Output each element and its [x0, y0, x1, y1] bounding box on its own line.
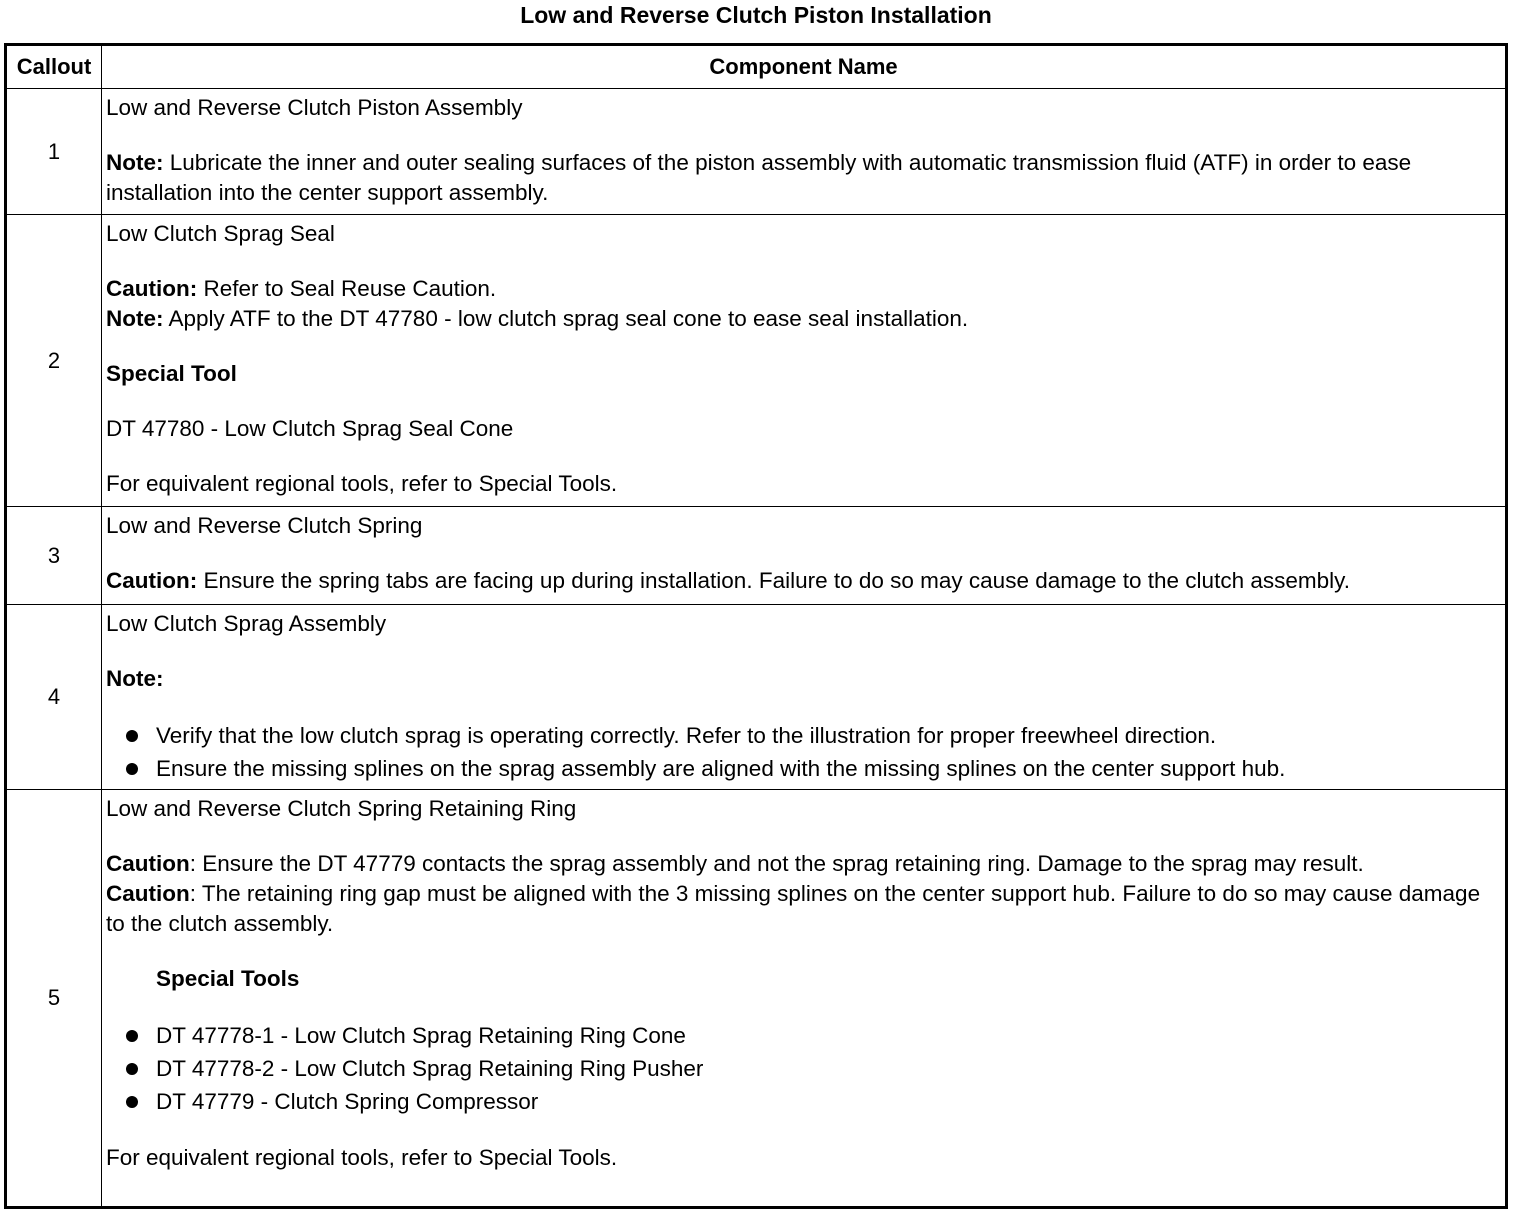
note-label: Note: [106, 666, 164, 691]
component-name: Low and Reverse Clutch Piston Assembly [106, 95, 523, 120]
caution-body: : Ensure the DT 47779 contacts the sprag assembly and not the sprag retaining ring. Damage to the sprag may result. [189, 851, 1364, 876]
list-item [126, 1019, 1499, 1052]
component-cell [102, 507, 1507, 605]
caution-body: : The retaining ring gap must be aligned with the 3 missing splines on the center support hub. Failure to do so may cause damage to the clutch assembly. [106, 881, 1481, 936]
caution-label: Caution: [106, 568, 198, 593]
callout-number: 3 [6, 507, 102, 605]
note-body: Lubricate the inner and outer sealing surfaces of the piston assembly with automatic transmission fluid (ATF) in order to ease installation into the center support assembly. [106, 150, 1412, 205]
caution-body: Refer to Seal Reuse Caution. [197, 276, 497, 301]
special-tool-heading [106, 359, 1499, 389]
component-name: Low Clutch Sprag Seal [106, 221, 335, 246]
table-row [6, 89, 1507, 215]
caution-label: Caution [106, 851, 190, 876]
special-tool-heading-text: Special Tool [106, 361, 237, 386]
callout-number: 2 [6, 215, 102, 507]
list-item [126, 1052, 1499, 1085]
caution-label: Caution: [106, 276, 198, 301]
component-header: Component Name [102, 45, 1507, 89]
caution-text [106, 849, 1499, 879]
special-tool-item: DT 47780 - Low Clutch Sprag Seal Cone [106, 416, 514, 441]
special-tools-heading [106, 964, 1499, 994]
caution-label: Caution [106, 881, 190, 906]
note-bullet-list [106, 719, 1499, 785]
list-item-text: DT 47778-2 - Low Clutch Sprag Retaining Ring Pusher [156, 1056, 704, 1081]
bullet-icon [126, 1063, 138, 1075]
table-header-row [6, 45, 1507, 89]
list-item-text: Verify that the low clutch sprag is operating correctly. Refer to the illustration for proper freewheel direction. [156, 723, 1217, 748]
page-title: Low and Reverse Clutch Piston Installation [520, 2, 992, 28]
caution-text [106, 274, 1499, 304]
list-item-text: DT 47779 - Clutch Spring Compressor [156, 1089, 539, 1114]
regional-tools-note: For equivalent regional tools, refer to Special Tools. [106, 1145, 618, 1170]
caution-text [106, 879, 1499, 939]
callout-number: 1 [6, 89, 102, 215]
special-tools-list [106, 1019, 1499, 1118]
callout-number: 4 [6, 605, 102, 790]
component-name: Low and Reverse Clutch Spring [106, 513, 423, 538]
note-text [106, 148, 1499, 208]
components-table [4, 43, 1508, 1209]
special-tools-heading-text: Special Tools [156, 966, 300, 991]
callout-number: 5 [6, 790, 102, 1208]
component-name: Low and Reverse Clutch Spring Retaining Ring [106, 796, 577, 821]
caution-body: Ensure the spring tabs are facing up during installation. Failure to do so may cause damage to the clutch assembly. [197, 568, 1350, 593]
bullet-icon [126, 1030, 138, 1042]
bullet-icon [126, 730, 138, 742]
note-heading [106, 664, 1499, 694]
note-label: Note: [106, 306, 164, 331]
caution-text [106, 566, 1499, 596]
component-cell [102, 605, 1507, 790]
bullet-icon [126, 1096, 138, 1108]
note-body: Apply ATF to the DT 47780 - low clutch sprag seal cone to ease seal installation. [163, 306, 969, 331]
table-row [6, 507, 1507, 605]
list-item-text: Ensure the missing splines on the sprag assembly are aligned with the missing splines on the center support hub. [156, 756, 1286, 781]
component-cell [102, 89, 1507, 215]
component-cell [102, 215, 1507, 507]
component-cell [102, 790, 1507, 1208]
table-row [6, 605, 1507, 790]
regional-tools-note: For equivalent regional tools, refer to Special Tools. [106, 471, 618, 496]
table-row [6, 215, 1507, 507]
list-item [126, 1085, 1499, 1118]
note-label: Note: [106, 150, 164, 175]
list-item-text: DT 47778-1 - Low Clutch Sprag Retaining Ring Cone [156, 1023, 686, 1048]
bullet-icon [126, 763, 138, 775]
callout-header: Callout [6, 45, 102, 89]
table-row [6, 790, 1507, 1208]
component-name: Low Clutch Sprag Assembly [106, 611, 387, 636]
list-item [126, 752, 1499, 785]
list-item [126, 719, 1499, 752]
note-text [106, 304, 1499, 334]
